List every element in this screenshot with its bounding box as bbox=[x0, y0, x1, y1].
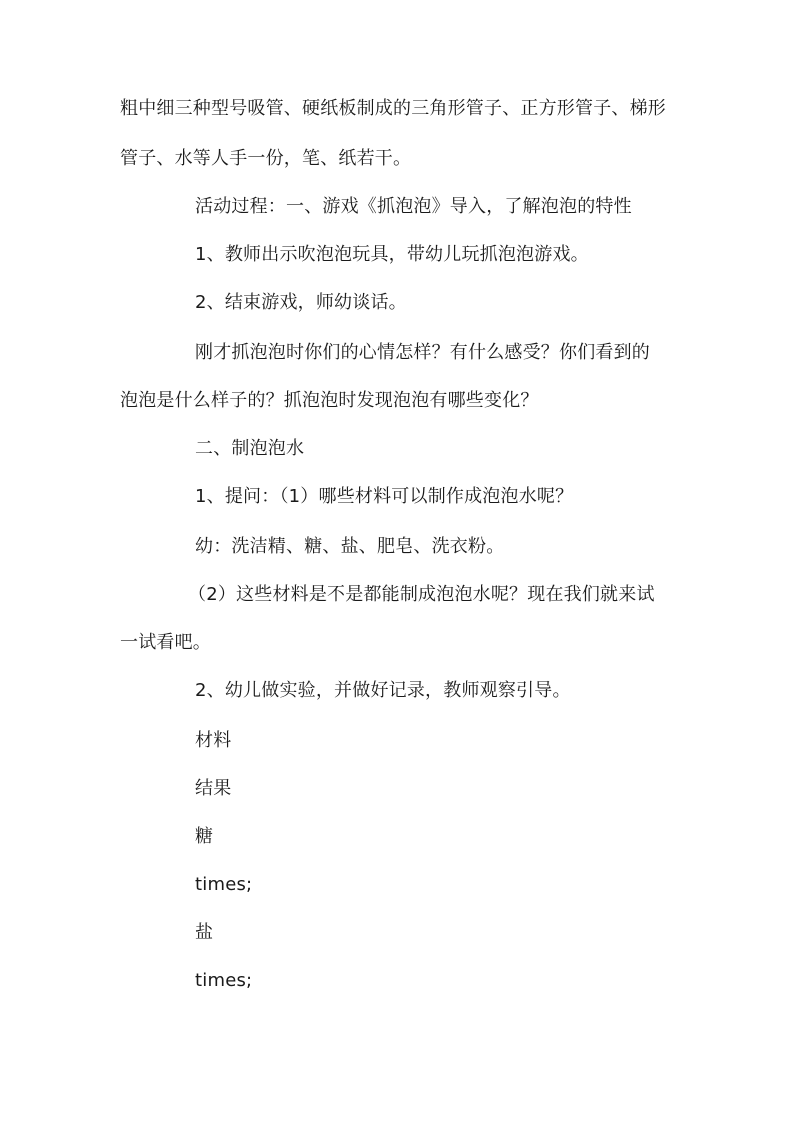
text-line: 2、结束游戏，师幼谈话。 bbox=[195, 292, 407, 313]
table-header-materials: 材料 bbox=[195, 730, 232, 751]
table-cell-material: 盐 bbox=[195, 922, 214, 943]
table-header-result: 结果 bbox=[195, 778, 232, 799]
text-line: 粗中细三种型号吸管、硬纸板制成的三角形管子、正方形管子、梯形 bbox=[120, 98, 666, 119]
text-line: 一试看吧。 bbox=[120, 632, 211, 653]
table-cell-result: times; bbox=[195, 970, 253, 991]
text-line: 2、幼儿做实验，并做好记录，教师观察引导。 bbox=[195, 680, 571, 701]
text-line: 1、教师出示吹泡泡玩具，带幼儿玩抓泡泡游戏。 bbox=[195, 244, 589, 265]
text-line: 幼：洗洁精、糖、盐、肥皂、洗衣粉。 bbox=[195, 536, 505, 557]
text-line: 刚才抓泡泡时你们的心情怎样？有什么感受？你们看到的 bbox=[195, 342, 650, 363]
text-line: （2）这些材料是不是都能制成泡泡水呢？现在我们就来试 bbox=[188, 584, 655, 605]
table-cell-result: times; bbox=[195, 874, 253, 895]
section-heading: 二、制泡泡水 bbox=[195, 438, 305, 459]
table-cell-material: 糖 bbox=[195, 826, 214, 847]
text-line: 管子、水等人手一份，笔、纸若干。 bbox=[120, 148, 412, 169]
text-line: 活动过程：一、游戏《抓泡泡》导入，了解泡泡的特性 bbox=[195, 196, 632, 217]
text-line: 1、提问：（1）哪些材料可以制作成泡泡水呢？ bbox=[195, 486, 574, 507]
text-line: 泡泡是什么样子的？抓泡泡时发现泡泡有哪些变化？ bbox=[120, 390, 539, 411]
